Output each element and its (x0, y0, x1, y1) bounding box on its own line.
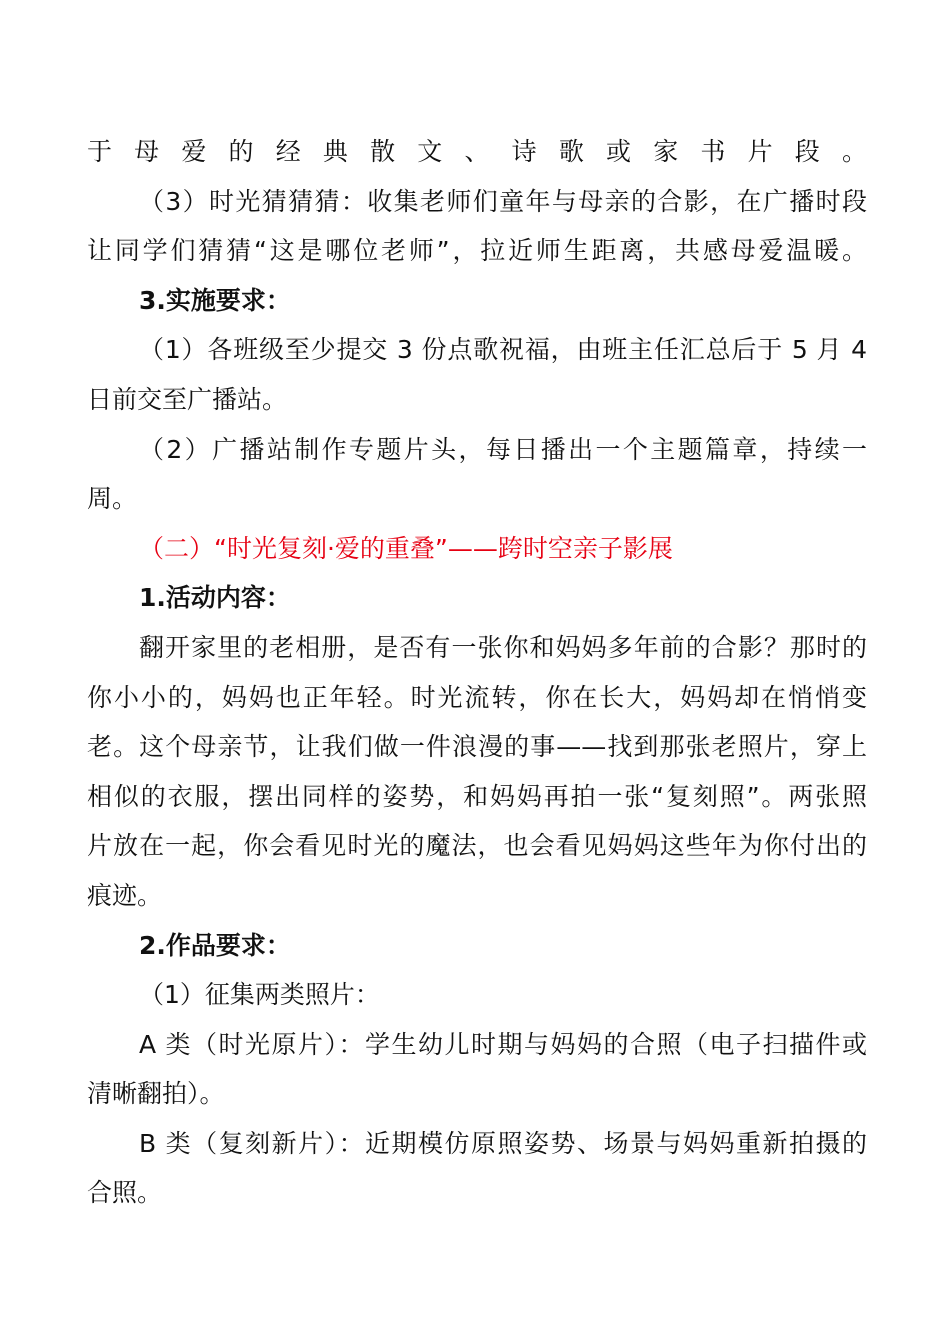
paragraph-line: （2）广播站制作专题片头，每日播出一个主题篇章，持续一 (139, 434, 867, 464)
section-heading: 1.活动内容： (139, 583, 291, 613)
paragraph-line: 日前交至广播站。 (87, 384, 288, 414)
chapter-heading: （二）“时光复刻·爱的重叠”——跨时空亲子影展 (139, 533, 673, 563)
paragraph-line: 片放在一起，你会看见时光的魔法，也会看见妈妈这些年为你付出的 (87, 831, 867, 861)
paragraph-line: 老。这个母亲节，让我们做一件浪漫的事——找到那张老照片，穿上 (87, 732, 867, 762)
paragraph-line: 周。 (87, 484, 138, 514)
paragraph-line: （1）各班级至少提交 3 份点歌祝福，由班主任汇总后于 5 月 4 (139, 335, 867, 365)
paragraph-line: （3）时光猜猜猜：收集老师们童年与母亲的合影，在广播时段 (139, 186, 867, 216)
section-heading: 2.作品要求： (139, 930, 291, 960)
paragraph-line: 相似的衣服，摆出同样的姿势，和妈妈再拍一张“复刻照”。两张照 (87, 781, 867, 811)
paragraph-line: A 类（时光原片）：学生幼儿时期与妈妈的合照（电子扫描件或 (139, 1029, 867, 1059)
paragraph-line: 翻开家里的老相册，是否有一张你和妈妈多年前的合影？那时的 (139, 632, 867, 662)
section-heading: 3.实施要求： (139, 285, 291, 315)
paragraph-line: 于母爱的经典散文、诗歌或家书片段。 (87, 137, 867, 166)
paragraph-line: B 类（复刻新片）：近期模仿原照姿势、场景与妈妈重新拍摄的 (139, 1128, 867, 1158)
paragraph-line: 清晰翻拍）。 (87, 1079, 225, 1109)
document-body (87, 127, 867, 1218)
paragraph-line: 痕迹。 (87, 880, 163, 910)
paragraph-line: 合照。 (87, 1178, 163, 1208)
paragraph-line: 让同学们猜猜“这是哪位老师”，拉近师生距离，共感母爱温暖。 (87, 236, 867, 266)
paragraph-line: （1）征集两类照片： (139, 980, 380, 1010)
paragraph-line: 你小小的，妈妈也正年轻。时光流转，你在长大，妈妈却在悄悄变 (87, 682, 867, 712)
